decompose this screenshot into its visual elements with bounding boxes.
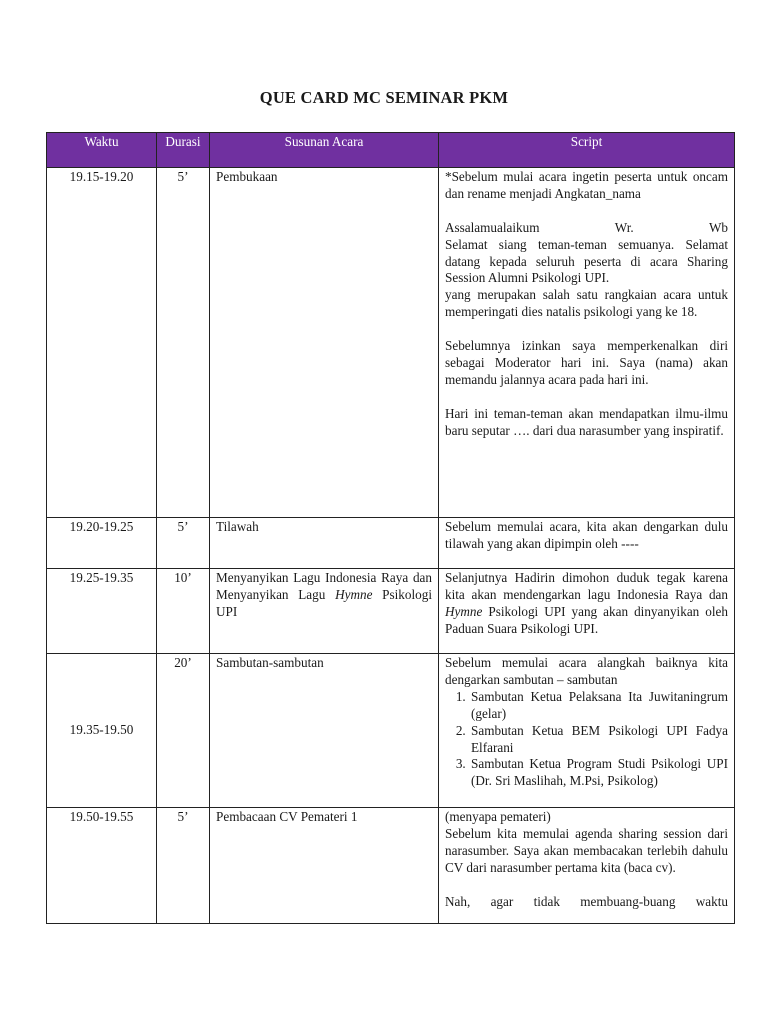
- cell-durasi: 5’: [157, 518, 210, 569]
- script-text: Assalamualaikum Wr. Wb: [445, 219, 728, 235]
- list-item: 3. Sambutan Ketua Program Studi Psikologi UPI (Dr. Sri Maslihah, M.Psi, Psikolog): [469, 756, 728, 790]
- cell-script: [439, 168, 735, 518]
- script-text: Sebelumnya izinkan saya memperkenalkan diri sebagai Moderator hari ini. Saya (nama) akan memandu jalannya acara pada hari ini.: [445, 338, 728, 387]
- table-row: [47, 518, 735, 569]
- script-text: Sebelum kita memulai agenda sharing session dari narasumber. Saya akan membacakan terlebih dahulu CV dari narasumber pertama kita (baca cv).: [445, 825, 728, 875]
- table-row: [47, 168, 735, 518]
- list-item: 1. Sambutan Ketua Pelaksana Ita Juwitaningrum (gelar): [469, 689, 728, 723]
- cell-waktu: 19.15-19.20: [47, 168, 157, 518]
- sambutan-list: [445, 689, 728, 790]
- script-text: Sebelum memulai acara, kita akan dengarkan dulu tilawah yang akan dipimpin oleh ----: [445, 519, 728, 551]
- cell-susunan: Pembukaan: [210, 168, 439, 518]
- script-text: Selamat siang teman-teman semuanya. Selamat datang kepada seluruh peserta di acara Sharing Session Alumni Psikologi UPI.: [445, 236, 728, 286]
- cell-script: Selanjutnya Hadirin dimohon duduk tegak karena kita akan mendengarkan lagu Indonesia Raya dan Hymne Psikologi UPI yang akan dinyanyikan oleh Paduan Suara Psikologi UPI.: [439, 569, 735, 654]
- cell-susunan: Tilawah: [210, 518, 439, 569]
- cell-waktu: 19.50-19.55: [47, 808, 157, 924]
- table-row: [47, 808, 735, 924]
- list-item: 2. Sambutan Ketua BEM Psikologi UPI Fadya Elfarani: [469, 723, 728, 757]
- header-durasi: Durasi: [157, 133, 210, 168]
- cell-waktu: 19.20-19.25: [47, 518, 157, 569]
- header-waktu: Waktu: [47, 133, 157, 168]
- script-text: Nah, agar tidak membuang-buang waktu: [445, 893, 728, 909]
- cell-script: [439, 518, 735, 569]
- script-text: Hari ini teman-teman akan mendapatkan ilmu-ilmu baru seputar …. dari dua narasumber yang inspiratif.: [445, 405, 728, 438]
- script-text: *Sebelum mulai acara ingetin peserta untuk oncam dan rename menjadi Angkatan_nama: [445, 169, 728, 201]
- document-title: QUE CARD MC SEMINAR PKM: [259, 88, 509, 107]
- table-row: [47, 569, 735, 654]
- cell-script: [439, 654, 735, 808]
- cell-susunan: Pembacaan CV Pemateri 1: [210, 808, 439, 924]
- cell-durasi: 20’: [157, 654, 210, 808]
- script-text: yang merupakan salah satu rangkaian acara untuk memperingati dies natalis psikologi yang ke 18.: [445, 287, 728, 320]
- cell-waktu: 19.35-19.50: [47, 654, 157, 808]
- header-script: Script: [439, 133, 735, 168]
- cue-card-table: [46, 132, 735, 924]
- script-text: Sebelum memulai acara alangkah baiknya kita dengarkan sambutan – sambutan: [445, 655, 728, 687]
- script-text: (menyapa pemateri): [445, 809, 551, 824]
- table-row: [47, 654, 735, 808]
- cell-susunan: Menyanyikan Lagu Indonesia Raya dan Menyanyikan Lagu Hymne Psikologi UPI: [210, 569, 439, 654]
- cell-script: [439, 808, 735, 924]
- cell-durasi: 10’: [157, 569, 210, 654]
- header-susunan-acara: Susunan Acara: [210, 133, 439, 168]
- cell-susunan: Sambutan-sambutan: [210, 654, 439, 808]
- cell-durasi: 5’: [157, 168, 210, 518]
- cell-waktu: 19.25-19.35: [47, 569, 157, 654]
- cell-durasi: 5’: [157, 808, 210, 924]
- table-header-row: [47, 133, 735, 168]
